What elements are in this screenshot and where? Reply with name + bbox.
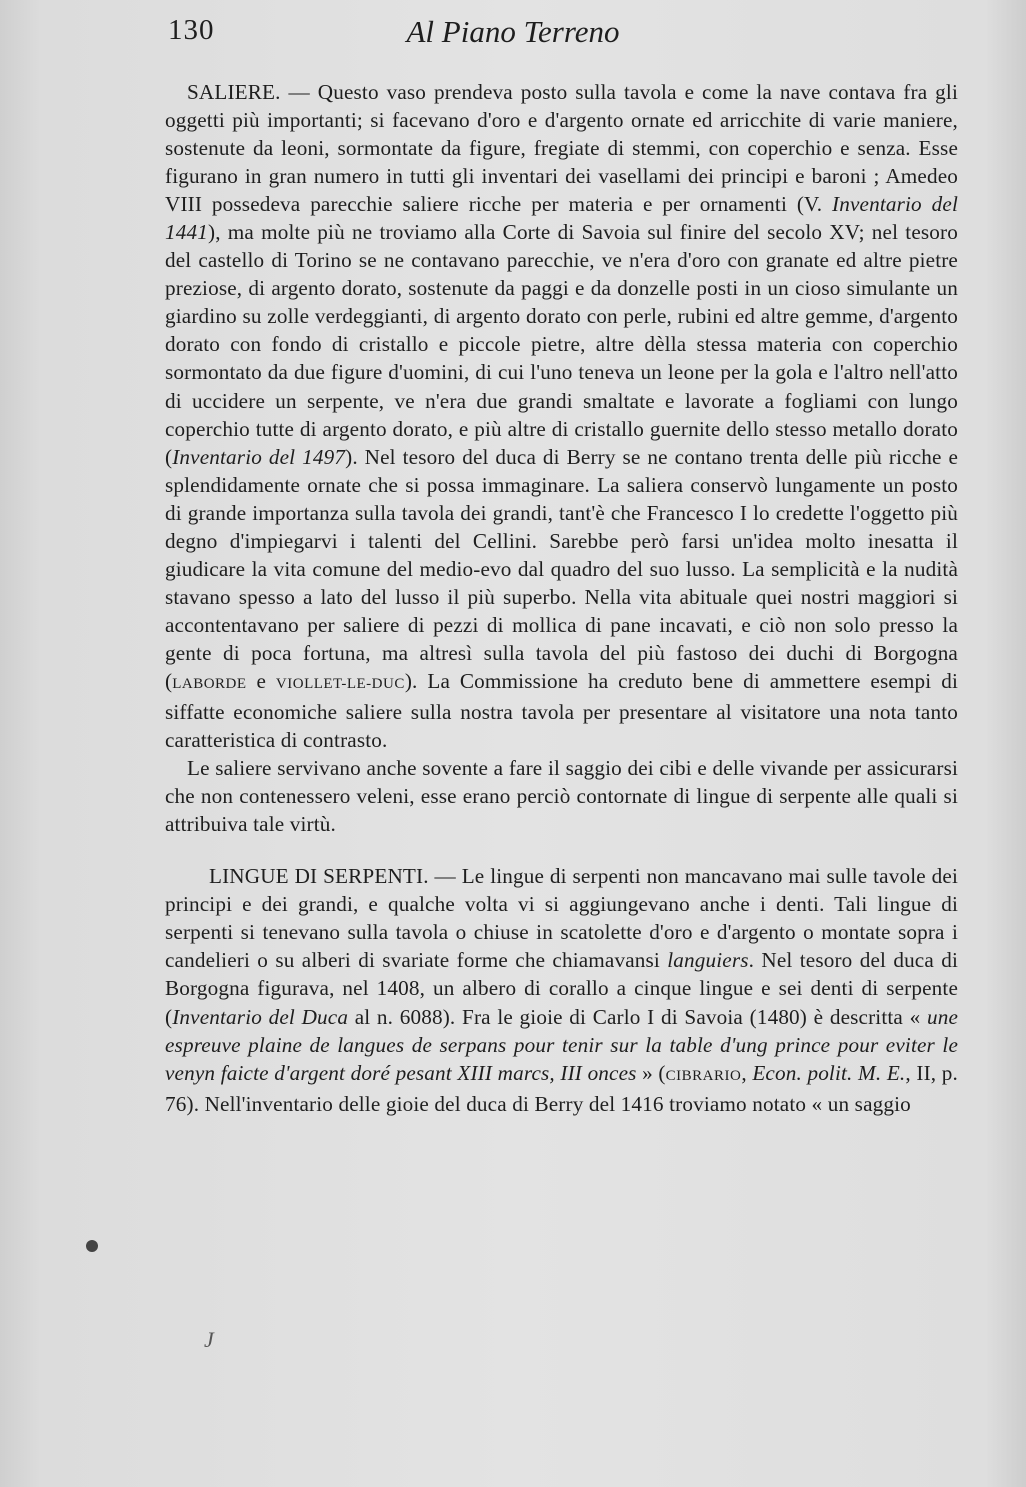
footer-mark: J [204,1327,214,1352]
page-body [165,78,958,1118]
paragraph-lingue [165,862,958,1117]
text-segment: al n. 6088). Fra le gioie di Carlo I di Savoia (1480) è descritta « [348,1004,927,1029]
section-title-lingue: LINGUE DI SERPENTI. [209,864,429,889]
citation-inventario-1497: Inventario del 1497 [172,444,346,469]
author-cibrario: CIBRARIO [665,1067,742,1084]
page-number: 130 [168,14,215,46]
author-viollet-le-duc: VIOLLET-LE-DUC [275,675,405,692]
paragraph-saliere [165,78,958,754]
running-head: Al Piano Terreno [406,14,620,49]
text-segment: , [741,1060,753,1085]
text-segment: ). Nel tesoro del duca di Berry se ne contano trenta delle più ricche e splendidamente ornate che si possa immaginare. La saliera conservò lungamente un posto di grande importanza sulla tavola dei grandi, tant'è che Francesco I lo credette l'oggetto più degno d'impiegarvi i talenti del Cellini. Sarebbe però farsi un'idea molto inesatta il giudicare la vita comune del medio-evo dal quadro del suo lusso. La semplicità e la nudità stavano spesso a lato del lusso il più superbo. Nella vita abituale quei nostri maggiori si accontentavano per saliere di pezzi di mollica di pane incavati, e ciò non solo presso la gente di poca fortuna, ma altresì sulla tavola del più fastoso dei duchi di Borgogna ( [165,444,958,693]
text-segment: — Le lingue di serpenti non mancavano mai sulle tavole dei principi e dei grandi, e qualche volta vi si aggiungevano anche i denti. Tali lingue di serpenti si tenevano sulla tavola o chiuse in scatolette d'oro e d'argento o montate sopra i candelieri o su alberi di svariate forme che chiamavansi [165,864,958,973]
text-segment: , II, p. 76). Nell'inventario delle gioie del duca di Berry del 1416 troviamo notato « un saggio [165,1060,958,1116]
citation-econ-polit: Econ. polit. M. E. [752,1060,906,1085]
text-segment: ), ma molte più ne troviamo alla Corte di Savoia sul finire del secolo XV; nel tesoro del castello di Torino se ne contavano parecchie, ve n'era d'oro con granate ed altre pietre preziose, di argento dorato, sostenute da paggi e da donzelle posti in un cioso simulante un giardino su zolle verdeggianti, di argento dorato con perle, rubini ed altre gemme, d'argento dorato con fondo di cristallo e piccole pietre, altre dèlla stessa materia con coperchio sormontato da due figure d'uomini, di cui l'uno teneva un leone per la gola e l'altro nell'atto di uccidere un serpente, ve n'era due grandi smaltate e lavorate a fogliami con lungo coperchio tutte di argento dorato, e più altre di cristallo guernite dello stesso metallo dorato ( [165,220,958,469]
text-segment: . Nel tesoro del duca di Borgogna figurava, nel 1408, un albero di corallo a cinque lingue e sei denti di serpente ( [165,948,958,1029]
french-quote: une espreuve plaine de langues de serpans pour tenir sur la table d'ung prince pour eviter le venyn faicte d'argent doré pesant XIII marcs, III onces [165,1004,958,1085]
term-languiers: languiers [667,948,749,973]
citation-inventario-1441: Inventario del 1441 [165,192,958,245]
section-title-saliere: SALIERE. [187,80,281,104]
author-laborde: LABORDE [172,675,247,692]
text-segment: » ( [636,1060,666,1085]
citation-inventario-duca: Inventario del Duca [172,1004,349,1029]
text-segment: — Questo vaso prendeva posto sulla tavola e come la nave contava fra gli oggetti più importanti; si facevano d'oro e d'argento ornate ed arricchite di varie maniere, sostenute da leoni, sormontate da figure, fregiate di stemmi, con coperchio e senza. Esse figurano in gran numero in tutti gli inventari dei vasellami dei principi e baroni ; Amedeo VIII possedeva parecchie saliere ricche per materia e per ornamenti (V. [165,80,958,217]
margin-ink-dot [86,1240,98,1252]
page-header [0,12,1026,52]
paragraph-saliere-2: Le saliere servivano anche sovente a fare il saggio dei cibi e delle vivande per assicurarsi che non contenessero veleni, esse erano perciò contornate di lingue di serpente alle quali si attribuiva tale virtù. [165,756,958,837]
text-segment: e [246,668,276,693]
text-segment: ). La Commissione ha creduto bene di ammettere esempi di siffatte economiche saliere sulla nostra tavola per presentare al visitatore una nota tanto caratteristica di contrasto. [165,668,959,753]
